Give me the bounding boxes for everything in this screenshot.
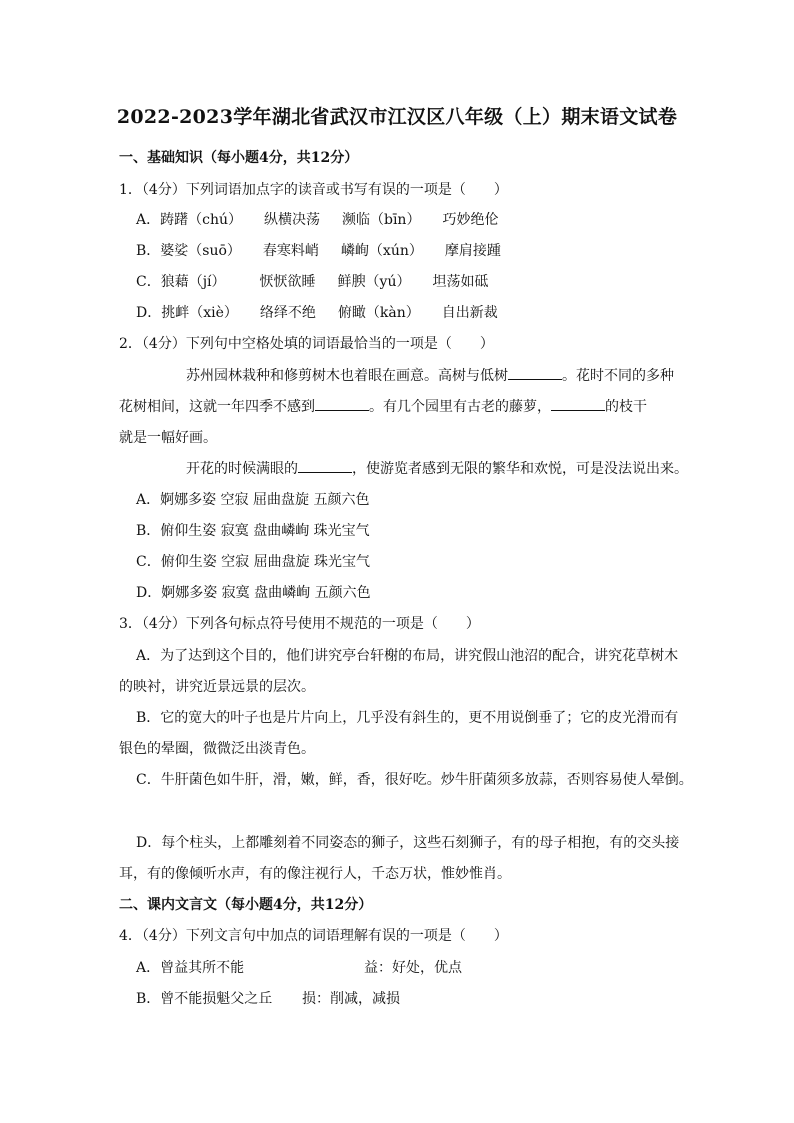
option-part: D．挑衅（xiè） xyxy=(136,305,238,321)
question-1-option-c xyxy=(136,271,488,291)
question-3-option-a-line-1: A．为了达到这个目的，他们讲究亭台轩榭的布局，讲究假山池沼的配合，讲究花草树木 xyxy=(136,648,679,664)
question-3-option-b-line-2: 银色的晕圈，微微泛出淡青色。 xyxy=(119,741,315,757)
option-part: 自出新裁 xyxy=(441,305,498,321)
option-explanation: 益：好处，优点 xyxy=(364,960,462,976)
question-2-option-d: D．婀娜多姿 寂寞 盘曲嶙峋 五颜六色 xyxy=(136,585,371,601)
option-part: 坦荡如砥 xyxy=(432,274,489,290)
passage-text: 花树相间，这就一年四季不感到 xyxy=(119,399,315,415)
option-explanation: 损：削减，减损 xyxy=(302,991,400,1007)
question-4-stem: 4．（4分）下列文言句中加点的词语理解有误的一项是（ ） xyxy=(119,928,508,944)
option-part: B．婆娑（suō） xyxy=(136,243,241,259)
question-3-option-a-line-2: 的映衬，讲究近景远景的层次。 xyxy=(119,679,315,695)
section-basic-knowledge: 一、基础知识（每小题4分，共12分） xyxy=(119,150,359,166)
option-part: A．踌躇（chú） xyxy=(136,212,242,228)
question-3-option-c: C．牛肝菌色如牛肝，滑，嫩，鲜，香，很好吃。炒牛肝菌须多放蒜，否则容易使人晕倒。 xyxy=(136,772,693,788)
question-2-passage-line-1 xyxy=(186,365,674,385)
fill-blank xyxy=(508,367,562,380)
question-1-stem: 1．（4分）下列词语加点字的读音或书写有误的一项是（ ） xyxy=(119,182,508,198)
question-2-passage-line-3: 就是一幅好画。 xyxy=(119,430,217,446)
option-part: 鲜腴（yú） xyxy=(337,274,411,290)
question-3-option-d-line-1: D．每个柱头，上都雕刻着不同姿态的狮子，这些石刻狮子，有的母子相抱，有的交头接 xyxy=(136,835,680,851)
passage-text: 。有几个园里有古老的藤萝， xyxy=(369,399,551,415)
question-2-option-a: A．婀娜多姿 空寂 屈曲盘旋 五颜六色 xyxy=(136,492,370,508)
option-part: 濒临（bīn） xyxy=(341,212,421,228)
passage-text: 。花时不同的多种 xyxy=(562,368,674,384)
passage-text: 苏州园林栽种和修剪树木也着眼在画意。高树与低树 xyxy=(186,368,508,384)
exam-title: 2022-2023学年湖北省武汉市江汉区八年级（上）期末语文试卷 xyxy=(116,106,678,128)
option-part: 纵横决荡 xyxy=(263,212,320,228)
option-part: 恹恹欲睡 xyxy=(259,274,316,290)
option-part: 络绎不绝 xyxy=(259,305,316,321)
option-part: 巧妙绝伦 xyxy=(442,212,499,228)
passage-text: ，使游览者感到无限的繁华和欢悦，可是没法说出来。 xyxy=(352,461,688,477)
question-2-passage-line-4 xyxy=(186,458,688,478)
question-3-option-d-line-2: 耳，有的像倾听水声，有的像注视行人，千态万状，惟妙惟肖。 xyxy=(119,866,511,882)
fill-blank xyxy=(298,460,352,473)
option-part: 嶙峋（xún） xyxy=(340,243,423,259)
option-part: 春寒料峭 xyxy=(262,243,319,259)
section-classical-chinese: 二、课内文言文（每小题4分，共12分） xyxy=(119,897,373,913)
option-sentence: B．曾不能损魁父之丘 xyxy=(136,991,273,1007)
option-part: C．狼藉（jí） xyxy=(136,274,226,290)
option-part: 摩肩接踵 xyxy=(444,243,501,259)
fill-blank xyxy=(551,398,605,411)
passage-text: 开花的时候满眼的 xyxy=(186,461,298,477)
question-2-option-b: B．俯仰生姿 寂寞 盘曲嶙峋 珠光宝气 xyxy=(136,523,370,539)
option-part: 俯瞰（kàn） xyxy=(337,305,420,321)
question-4-option-b xyxy=(136,988,400,1008)
question-1-option-b xyxy=(136,240,501,260)
question-2-stem: 2．（4分）下列句中空格处填的词语最恰当的一项是（ ） xyxy=(119,336,494,352)
passage-text: 的枝干 xyxy=(605,399,647,415)
question-1-option-d xyxy=(136,302,498,322)
question-2-option-c: C．俯仰生姿 空寂 屈曲盘旋 珠光宝气 xyxy=(136,554,371,570)
question-3-stem: 3．（4分）下列各句标点符号使用不规范的一项是（ ） xyxy=(119,616,480,632)
option-sentence: A．曾益其所不能 xyxy=(136,960,245,976)
fill-blank xyxy=(315,398,369,411)
question-1-option-a xyxy=(136,209,498,229)
question-3-option-b-line-1: B．它的宽大的叶子也是片片向上，几乎没有斜生的，更不用说倒垂了；它的皮光滑而有 xyxy=(136,710,679,726)
question-4-option-a xyxy=(136,957,462,977)
question-2-passage-line-2 xyxy=(119,396,647,416)
